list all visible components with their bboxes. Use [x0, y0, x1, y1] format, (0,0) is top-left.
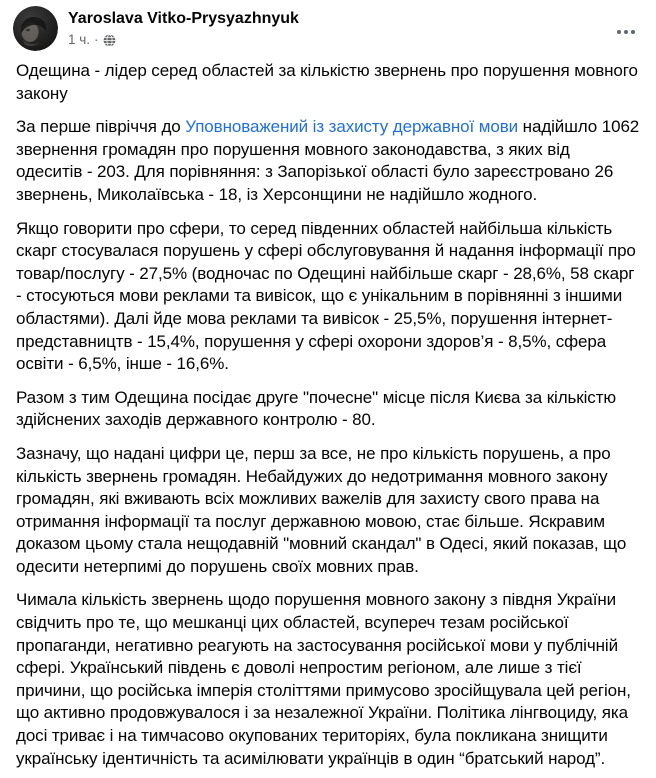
post-paragraph-control: Разом з тим Одещина посідає друге "почесне" місце після Києва за кількістю здійснених заходів державного контролю - 80. [16, 387, 617, 430]
ellipsis-icon [616, 22, 636, 42]
post-paragraph-south: Чимала кількість звернень щодо порушення мовного закону з півдня України свідчить про те, що мешканці цих областей, всупереч тезам російської пропаганди, негативно реагують на застосування російської мови у публічній сфері. Український південь є доволі непростим регіоном, але лише з тієї причини, що російська імперія століттями примусово зросійщувала цей регіон, що активно продовжувалося і за незалежної України. Політика лінгвоциду, яка досі триває і на тимчасово окупованих територіях, була покликана знищити українську ідентичність та асимілювати українців в один “братський народ”. [16, 590, 631, 768]
globe-public-icon [103, 34, 116, 47]
paragraph-text-before-link: За перше півріччя до [16, 117, 186, 137]
timestamp[interactable]: 1 ч. [68, 32, 91, 47]
avatar[interactable] [13, 6, 58, 51]
avatar-photo [13, 6, 58, 51]
paragraph-text-after-link: надійшло 1062 звернення громадян про порушення мовного законодавства, з яких від одеситів - 203. Для порівняння: з Запорізької області було зареєстровано 26 звернень, Миколаївська - 18, із Херсонщини не надійшло жодного. [16, 117, 640, 204]
author-name[interactable]: Yaroslava Vitko-Prysyazhnyuk [68, 10, 299, 27]
post-paragraph-title: Одещина - лідер серед областей за кількістю звернень про порушення мовного закону [16, 61, 638, 103]
post-paragraph-note: Зазначу, що надані цифри це, перш за все, не про кількість порушень, а про кількість звернень громадян. Небайдужих до недотримання мовного закону громадян, які вживають всіх можливих важелів для захисту свого права на отримання інформації та послуг державною мовою, стає більше. Яскравим доказом цьому стала нещодавній "мовний скандал" в Одесі, який показав, що одесити нетерпимі до порушень своїх мовних прав. [16, 443, 627, 576]
ombudsman-link[interactable]: Уповноважений із захисту державної мови [185, 117, 519, 137]
header-text [68, 6, 610, 48]
post-paragraph-spheres: Якщо говорити про сфери, то серед південних областей найбільша кількість скарг стосувалася порушень у сфері обслуговування й надання інформації про товар/послугу - 27,5% (водночас по Одещині найбільше скарг - 28,6%, 58 скарг - стосуються мови реклами та вивісок, що є унікальним в порівнянні з іншими областями). Далі йде мова реклами та вивісок - 25,5%, порушення інтернет-представництв - 15,4%, порушення у сфері охорони здоров’я - 8,5%, сфера освіти - 6,5%, інше - 16,6%. [16, 218, 636, 374]
meta-separator: · [94, 32, 99, 47]
post-header [0, 0, 656, 54]
post-body [0, 54, 656, 778]
post-options-button[interactable] [610, 12, 642, 52]
post-paragraph-stats [16, 116, 640, 206]
post-meta [68, 32, 610, 48]
